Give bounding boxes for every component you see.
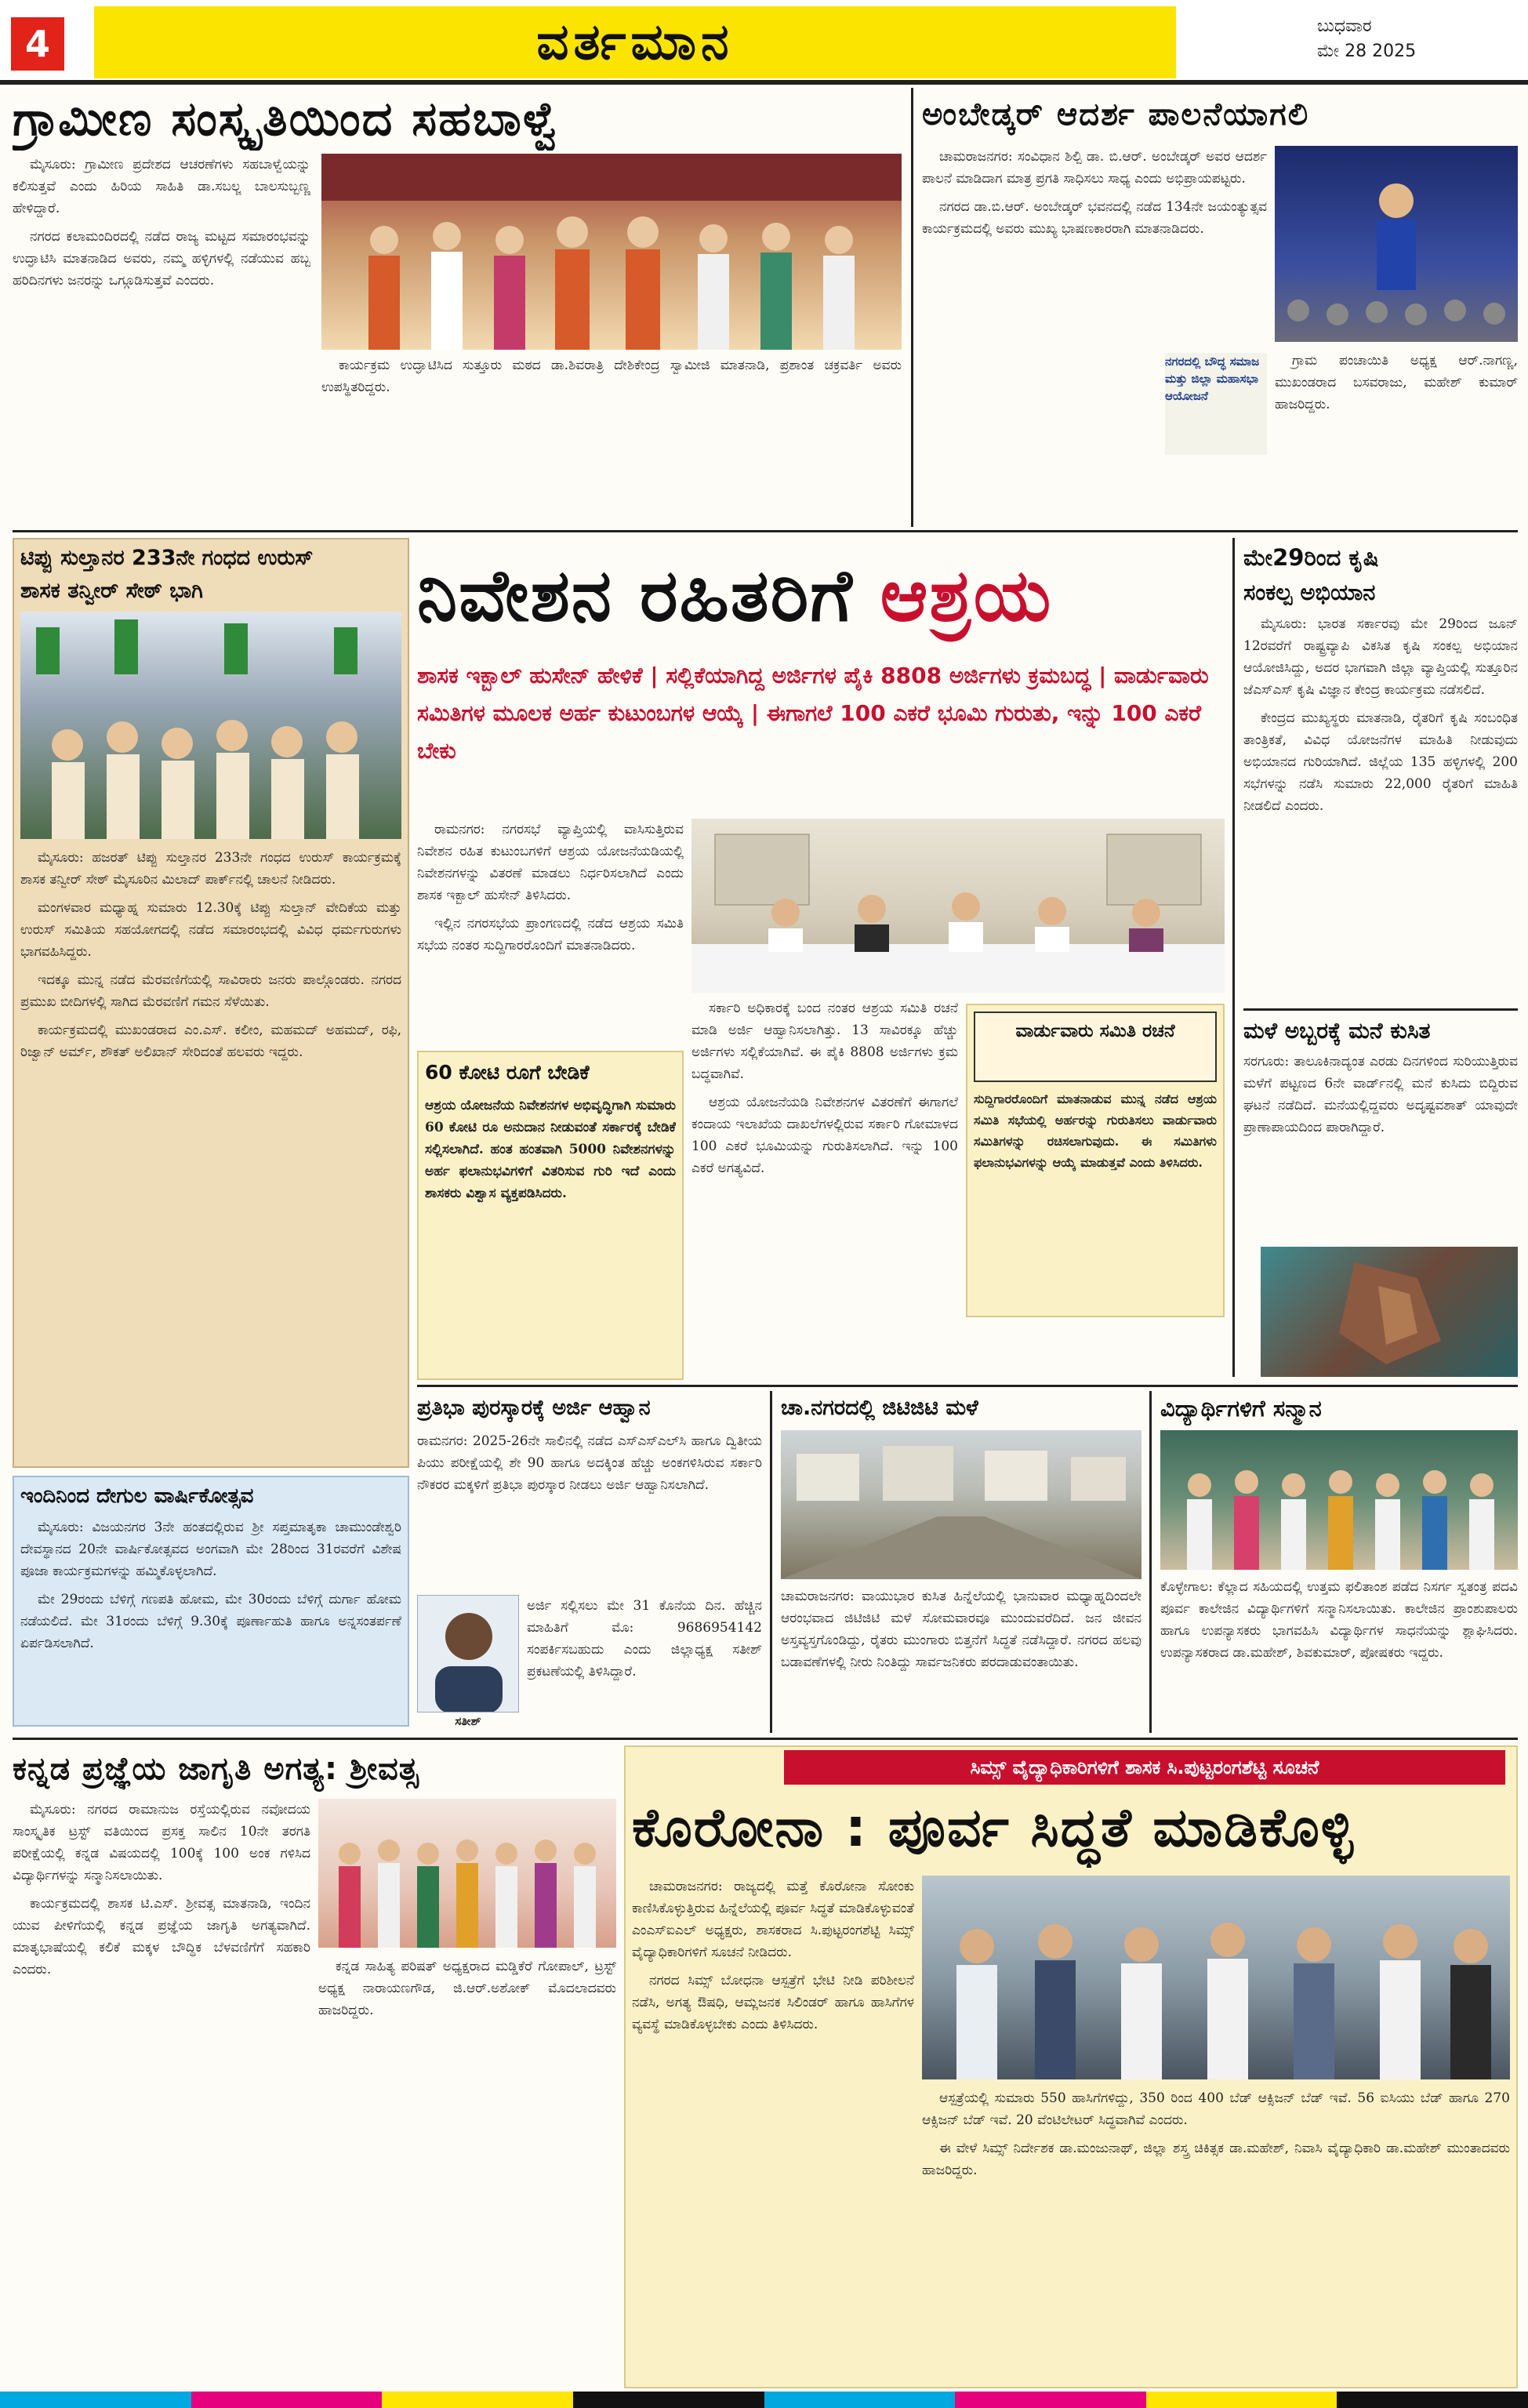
corona-photo — [922, 1876, 1510, 2079]
section-rule — [417, 1385, 1518, 1387]
people-on-stage-icon — [321, 154, 902, 350]
lead-body-right — [691, 997, 958, 1366]
ambedkar-para: ಚಾಮರಾಜನಗರ: ಸಂವಿಧಾನ ಶಿಲ್ಪಿ ಡಾ. ಬಿ.ಆರ್. ಅಂಬೇಡ್ಕರ್ ಅವರ ಆದರ್ಶ ಪಾಲನೆ ಮಾಡಿದಾಗ ಮಾತ್ರ ಪ್ರಗತಿ ಸಾಧಿಸಲು ಸಾಧ್ಯ ಎಂದು ಅಭಿಪ್ರಾಯಪಟ್ಟರು. — [922, 149, 1267, 187]
kannada-para: ಕನ್ನಡ ಸಾಹಿತ್ಯ ಪರಿಷತ್ ಅಧ್ಯಕ್ಷರಾದ ಮಡ್ಡಿಕೆರೆ ಗೋಪಾಲ್, ಟ್ರಸ್ಟ್ ಅಧ್ಯಕ್ಷ ನಾರಾಯಣಗೌಡ, ಜಿ.ಆರ್.ಅಶೋಕ್ ಮೊದಲಾದವರು ಹಾಜರಿದ್ದರು. — [318, 1959, 616, 2018]
culture-para: ಮೈಸೂರು: ಗ್ರಾಮೀಣ ಪ್ರದೇಶದ ಆಚರಣೆಗಳು ಸಹಬಾಳ್ವೆಯನ್ನು ಕಲಿಸುತ್ತವೆ ಎಂದು ಹಿರಿಯ ಸಾಹಿತಿ ಡಾ.ಸಬಲ್ಜ ಬಾಲಸುಬ್ಬಣ್ಣ ಹೇಳಿದ್ದಾರೆ. — [13, 157, 310, 216]
section-rule — [13, 1738, 1518, 1740]
print-registration-bar — [0, 2392, 1528, 2408]
pratibha-photo — [417, 1595, 519, 1712]
culture-body-col2 — [321, 354, 902, 522]
kannada-para: ಕಾರ್ಯಕ್ರಮದಲ್ಲಿ ಶಾಸಕ ಟಿ.ಎಸ್. ಶ್ರೀವತ್ಸ ಮಾತನಾಡಿ, ಇಂದಿನ ಯುವ ಪೀಳಿಗೆಯಲ್ಲಿ ಕನ್ನಡ ಪ್ರಜ್ಞೆಯ ಜಾಗೃತಿ ಅಗತ್ಯವಾಗಿದೆ. ಮಾತೃಭಾಷೆಯಲ್ಲಿ ಕಲಿಕೆ ಮಕ್ಕಳ ಬೌದ್ಧಿಕ ಬೆಳವಣಿಗೆಗೆ ಸಹಕಾರಿ ಎಂದರು. — [13, 1896, 310, 1978]
students-body: ಕೊಳ್ಳೇಗಾಲ: ಕೆಲ್ಲಾದ ಸಹಿಯದಲ್ಲಿ ಉತ್ತಮ ಫಲಿತಾಂಶ ಪಡೆದ ನಿಸರ್ಗ ಸ್ವತಂತ್ರ ಪದವಿ ಪೂರ್ವ ಕಾಲೇಜಿನ ವಿದ್ಯಾರ್ಥಿಗಳಿಗೆ ಸನ್ಮಾನಿಸಲಾಯಿತು. ಕಾಲೇಜಿನ ಪ್ರಾಂಶುಪಾಲರು ಹಾಗೂ ಉಪನ್ಯಾಸಕರು ಭಾಗವಹಿಸಿ ವಿದ್ಯಾರ್ಥಿಗಳ ಸಾಧನೆಯನ್ನು ಶ್ಲಾಘಿಸಿದರು. ಉಪನ್ಯಾಸಕರಾದ ಡಾ.ಮಹೇಶ್, ಶಿವಕುಮಾರ್, ಪೋಷಕರು ಇದ್ದರು. — [1160, 1579, 1518, 1661]
lead-box-ward-body: ಸುದ್ದಿಗಾರರೊಂದಿಗೆ ಮಾತನಾಡುವ ಮುನ್ನ ನಡೆದ ಆಶ್ರಯ ಸಮಿತಿ ಸಭೆಯಲ್ಲಿ ಅರ್ಹರನ್ನು ಗುರುತಿಸಲು ವಾರ್ಡುವಾರು ಸಮಿತಿಗಳನ್ನು ರಚಿಸಲಾಗುವುದು. ಈ ಸಮಿತಿಗಳು ಫಲಾನುಭವಿಗಳನ್ನು ಆಯ್ಕೆ ಮಾಡುತ್ತವೆ ಎಂದು ತಿಳಿಸಿದರು. — [974, 1091, 1217, 1170]
tipu-para: ಕಾರ್ಯಕ್ರಮದಲ್ಲಿ ಮುಖಂಡರಾದ ಎಂ.ಎಸ್. ಕಲೀಂ, ಮಹಮದ್ ಅಹಮದ್, ರಫಿ, ರಿಜ್ವಾನ್ ಅರ್ಮ್‌, ಶೌಕತ್ ಅಲಿಖಾನ್ ಸೇರಿದಂತೆ ಹಲವರು ಇದ್ದರು. — [20, 1022, 401, 1060]
ambedkar-para: ನಗರದ ಡಾ.ಬಿ.ಆರ್. ಅಂಬೇಡ್ಕರ್ ಭವನದಲ್ಲಿ ನಡೆದ 134ನೇ ಜಯಂತ್ಯುತ್ಸವ ಕಾರ್ಯಕ್ರಮದಲ್ಲಿ ಅವರು ಮುಖ್ಯ ಭಾಷಣಕಾರರಾಗಿ ಮಾತನಾಡಿದರು. — [922, 199, 1267, 237]
person-portrait-icon — [418, 1596, 519, 1712]
corona-para: ಈ ವೇಳೆ ಸಿಮ್ಸ್ ನಿರ್ದೇಶಕ ಡಾ.ಮಂಜುನಾಥ್, ಜಿಲ್ಲಾ ಶಸ್ತ್ರ ಚಿಕಿತ್ಸಕ ಡಾ.ಮಹೇಶ್, ನಿವಾಸಿ ವೈದ್ಯಾಧಿಕಾರಿ ಡಾ.ಮಹೇಶ್ ಮುಂತಾದವರು ಹಾಜರಿದ್ದರು. — [922, 2141, 1510, 2178]
krishi-para: ಮೈಸೂರು: ಭಾರತ ಸರ್ಕಾರವು ಮೇ 29ರಿಂದ ಜೂನ್ 12ರವರೆಗೆ ರಾಷ್ಟ್ರವ್ಯಾಪಿ ವಿಕಸಿತ ಕೃಷಿ ಸಂಕಲ್ಪ ಅಭಿಯಾನ ಆಯೋಜಿಸಿದ್ದು, ಅದರ ಭಾಗವಾಗಿ ಜಿಲ್ಲಾ ವ್ಯಾಪ್ತಿಯಲ್ಲಿ ಸುತ್ತೂರಿನ ಜೆಎಸ್ಎಸ್ ಕೃಷಿ ವಿಜ್ಞಾನ ಕೇಂದ್ರ ಕಾರ್ಯಕ್ರಮ ನಡೆಸಲಿದೆ. — [1243, 616, 1518, 698]
culture-para: ನಗರದ ಕಲಾಮಂದಿರದಲ್ಲಿ ನಡೆದ ರಾಜ್ಯ ಮಟ್ಟದ ಸಮಾರಂಭವನ್ನು ಉದ್ಘಾಟಿಸಿ ಮಾತನಾಡಿದ ಅವರು, ನಮ್ಮ ಹಳ್ಳಿಗಳಲ್ಲಿ ನಡೆಯುವ ಹಬ್ಬ ಹರಿದಿನಗಳು ಜನರನ್ನು ಒಗ್ಗೂಡಿಸುತ್ತವೆ ಎಂದರು. — [13, 229, 310, 289]
page-number: 4 — [11, 17, 64, 71]
pratibha-headline: ಪ್ರತಿಭಾ ಪುರಸ್ಕಾರಕ್ಕೆ ಅರ್ಜಿ ಆಹ್ವಾನ — [417, 1396, 651, 1420]
lead-para: ಆಶ್ರಯ ಯೋಜನೆಯಡಿ ನಿವೇಶನಗಳ ವಿತರಣೆಗೆ ಈಗಾಗಲೆ ಕಂದಾಯ ಇಲಾಖೆಯ ದಾಖಲೆಗಳಲ್ಲಿರುವ ಸರ್ಕಾರಿ ಗೋಮಾಳದ 100 ಎಕರೆ ಭೂಮಿಯನ್ನು ಗುರುತಿಸಲಾಗಿದೆ. ಇನ್ನು 100 ಎಕರೆ ಅಗತ್ಯವಿದೆ. — [691, 1095, 958, 1176]
drizzle-headline: ಚಾ.ನಗರದಲ್ಲಿ ಜಿಟಿಜಿಟಿ ಮಳೆ — [781, 1396, 978, 1420]
corona-body-col1 — [632, 1876, 914, 2384]
drizzle-photo — [781, 1430, 1141, 1579]
kannada-body-col1 — [13, 1799, 310, 2387]
column-rule — [911, 88, 913, 527]
krishi-headline-line1: ಮೇ29ರಿಂದ ಕೃಷಿ — [1243, 544, 1379, 571]
column-rule — [770, 1391, 772, 1733]
lead-box-60cr-title: 60 ಕೋಟಿ ರೂಗೆ ಬೇಡಿಕೆ — [425, 1061, 590, 1084]
lead-headline-part-b: ಆಶ್ರಯ — [880, 554, 1053, 637]
dateline — [1317, 14, 1521, 64]
students-group-icon — [1160, 1430, 1518, 1570]
krishi-body — [1243, 613, 1518, 1004]
award-group-icon — [318, 1799, 616, 1948]
krishi-para: ಕೇಂದ್ರದ ಮುಖ್ಯಸ್ಥರು ಮಾತನಾಡಿ, ರೈತರಿಗೆ ಕೃಷಿ ಸಂಬಂಧಿತ ತಾಂತ್ರಿಕತೆ, ವಿವಿಧ ಯೋಜನೆಗಳ ಮಾಹಿತಿ ನೀಡುವುದು ಅಭಿಯಾನದ ಗುರಿಯಾಗಿದೆ. ಜಿಲ್ಲೆಯ 135 ಹಳ್ಳಿಗಳಲ್ಲಿ 200 ಸಭೆಗಳನ್ನು ನಡೆಸಿ ಸುಮಾರು 22,000 ರೈತರಿಗೆ ಮಾಹಿತಿ ನೀಡಲಿದೆ ಎಂದರು. — [1243, 710, 1518, 814]
column-rule — [1149, 1391, 1152, 1733]
rain-house-photo — [1261, 1247, 1518, 1377]
culture-photo — [321, 154, 902, 350]
corona-headline: ಕೊರೋನಾ : ಪೂರ್ವ ಸಿದ್ಧತೆ ಮಾಡಿಕೊಳ್ಳಿ — [632, 1797, 1356, 1859]
flooded-road-icon — [781, 1430, 1141, 1579]
tipu-body — [20, 847, 401, 1463]
krishi-headline-line2: ಸಂಕಲ್ಪ ಅಭಿಯಾನ — [1243, 579, 1376, 605]
lead-para: ಇಲ್ಲಿನ ನಗರಸಭೆಯ ಪ್ರಾಂಗಣದಲ್ಲಿ ನಡೆದ ಆಶ್ರಯ ಸಮಿತಿ ಸಭೆಯ ನಂತರ ಸುದ್ದಿಗಾರರೊಂದಿಗೆ ಮಾತನಾಡಿದರು. — [417, 916, 684, 953]
corona-para: ನಗರದ ಸಿಮ್ಸ್ ಬೋಧನಾ ಆಸ್ಪತ್ರೆಗೆ ಭೇಟಿ ನೀಡಿ ಪರಿಶೀಲನೆ ನಡೆಸಿ, ಅಗತ್ಯ ಔಷಧಿ, ಆಮ್ಲಜನಕ ಸಿಲಿಂಡರ್ ಹಾಗೂ ಹಾಸಿಗೆಗಳ ವ್ಯವಸ್ಥೆ ಮಾಡಿಕೊಳ್ಳಬೇಕು ಎಂದು ತಿಳಿಸಿದರು. — [632, 1973, 914, 2032]
ambedkar-sidebar-note — [1165, 353, 1267, 455]
lead-box-ward-title: ವಾರ್ಡುವಾರು ಸಮಿತಿ ರಚನೆ — [1015, 1021, 1175, 1041]
rain-house-body: ಸರಗೂರು: ತಾಲೂಕಿನಾದ್ಯಂತ ಎರಡು ದಿನಗಳಿಂದ ಸುರಿಯುತ್ತಿರುವ ಮಳೆಗೆ ಪಟ್ಟಣದ 6ನೇ ವಾರ್ಡ್‌ನಲ್ಲಿ ಮನೆ ಕುಸಿದು ಬಿದ್ದಿರುವ ಘಟನೆ ನಡೆದಿದೆ. ಮನೆಯಲ್ಲಿದ್ದವರು ಅದೃಷ್ಟವಶಾತ್ ಯಾವುದೇ ಪ್ರಾಣಾಪಾಯದಿಂದ ಪಾರಾಗಿದ್ದಾರೆ. — [1243, 1054, 1518, 1135]
ambedkar-headline: ಅಂಬೇಡ್ಕರ್ ಆದರ್ಶ ಪಾಲನೆಯಾಗಲಿ — [922, 96, 1310, 133]
collapsed-wall-icon — [1261, 1247, 1518, 1377]
lead-headline-part-a: ನಿವೇಶನ ರಹಿತರಿಗೆ — [417, 554, 854, 637]
newspaper-name: ವರ್ತಮಾನ — [94, 6, 1176, 78]
tipu-para: ಇದಕ್ಕೂ ಮುನ್ನ ನಡೆದ ಮೆರವಣಿಗೆಯಲ್ಲಿ ಸಾವಿರಾರು ಜನರು ಪಾಲ್ಗೊಂಡರು. ನಗರದ ಪ್ರಮುಖ ಬೀದಿಗಳಲ್ಲಿ ಸಾಗಿದ ಮೆರವಣಿಗೆ ಗಮನ ಸೆಳೆಯಿತು. — [20, 972, 401, 1010]
section-rule — [1243, 1008, 1518, 1011]
kannada-headline: ಕನ್ನಡ ಪ್ರಜ್ಞೆಯ ಜಾಗೃತಿ ಅಗತ್ಯ: ಶ್ರೀವತ್ಸ — [13, 1751, 419, 1787]
ambedkar-body-col1 — [922, 146, 1267, 522]
tipu-photo — [20, 612, 401, 839]
corona-kicker: ಸಿಮ್ಸ್ ವೈದ್ಯಾಧಿಕಾರಿಗಳಿಗೆ ಶಾಸಕ ಸಿ.ಪುಟ್ಟರಂಗಶೆಟ್ಟಿ ಸೂಚನೆ — [784, 1750, 1505, 1785]
ambedkar-body-col2 — [1275, 350, 1518, 522]
date: ಮೇ 28 2025 — [1317, 42, 1417, 61]
officials-inspection-icon — [922, 1876, 1510, 2079]
pratibha-photo-caption: ಸತೀಶ್ — [455, 1714, 481, 1728]
weekday: ಬುಧವಾರ — [1317, 16, 1372, 36]
kannada-body-col2 — [318, 1956, 616, 2387]
section-rule — [13, 530, 1518, 532]
pratibha-body-bottom: ಅರ್ಜಿ ಸಲ್ಲಿಸಲು ಮೇ 31 ಕೊನೆಯ ದಿನ. ಹೆಚ್ಚಿನ ಮಾಹಿತಿಗೆ ಮೊ: 9686954142 ಸಂಪರ್ಕಿಸಬಹುದು ಎಂದು ಜಿಲ್ಲಾಧ್ಯಕ್ಷ ಸತೀಶ್ ಪ್ರಕಟಣೆಯಲ್ಲಿ ತಿಳಿಸಿದ್ದಾರೆ. — [527, 1598, 762, 1680]
tipu-para: ಮೈಸೂರು: ಹಜರತ್ ಟಿಪ್ಪು ಸುಲ್ತಾನರ 233ನೇ ಗಂಧದ ಉರುಸ್ ಕಾರ್ಯಕ್ರಮಕ್ಕೆ ಶಾಸಕ ತನ್ವೀರ್ ಸೇಠ್ ಮೈಸೂರಿನ ಮಿಲಾದ್ ಪಾರ್ಕ್‌ನಲ್ಲಿ ಚಾಲನೆ ನೀಡಿದರು. — [20, 850, 401, 888]
students-photo — [1160, 1430, 1518, 1570]
corona-body-col2 — [922, 2087, 1510, 2384]
culture-headline: ಗ್ರಾಮೀಣ ಸಂಸ್ಕೃತಿಯಿಂದ ಸಹಬಾಳ್ವೆ — [13, 92, 561, 147]
lead-body-left — [417, 819, 684, 1043]
tipu-para: ಮಂಗಳವಾರ ಮಧ್ಯಾಹ್ನ ಸುಮಾರು 12.30ಕ್ಕೆ ಟಿಪ್ಪು ಸುಲ್ತಾನ್ ವೇದಿಕೆಯ ಮತ್ತು ಉರುಸ್ ಸಮಿತಿಯ ಸಹಯೋಗದಲ್ಲಿ ನಡೆದ ಸಮಾರಂಭದಲ್ಲಿ ವಿವಿಧ ಧರ್ಮಗುರುಗಳು ಭಾಗವಹಿಸಿದ್ದರು. — [20, 900, 401, 960]
kannada-para: ಮೈಸೂರು: ನಗರದ ರಾಮಾನುಜ ರಸ್ತೆಯಲ್ಲಿರುವ ನವೋದಯ ಸಾಂಸ್ಕೃತಿಕ ಟ್ರಸ್ಟ್ ವತಿಯಿಂದ ಪ್ರಸಕ್ತ ಸಾಲಿನ 10ನೇ ತರಗತಿ ಪರೀಕ್ಷೆಯಲ್ಲಿ ಕನ್ನಡ ವಿಷಯದಲ್ಲಿ 100ಕ್ಕೆ 100 ಅಂಕ ಗಳಿಸಿದ ವಿದ್ಯಾರ್ಥಿಗಳನ್ನು ಸನ್ಮಾನಿಸಲಾಯಿತು. — [13, 1802, 310, 1883]
culture-body-col1 — [13, 154, 310, 522]
kannada-photo — [318, 1799, 616, 1948]
ambedkar-para: ಗ್ರಾಮ ಪಂಚಾಯಿತಿ ಅಧ್ಯಕ್ಷ ಆರ್.ನಾಗಣ್ಣ, ಮುಖಂಡರಾದ ಬಸವರಾಜು, ಮಹೇಶ್ ಕುಮಾರ್ ಹಾಜರಿದ್ದರು. — [1275, 353, 1518, 412]
lead-headline — [417, 541, 1225, 651]
lead-box-60cr-body: ಆಶ್ರಯ ಯೋಜನೆಯ ನಿವೇಶನಗಳ ಅಭಿವೃದ್ಧಿಗಾಗಿ ಸುಮಾರು 60 ಕೋಟಿ ರೂ ಅನುದಾನ ನೀಡುವಂತೆ ಸರ್ಕಾರಕ್ಕೆ ಬೇಡಿಕೆ ಸಲ್ಲಿಸಲಾಗಿದೆ. ಹಂತ ಹಂತವಾಗಿ 5000 ನಿವೇಶನಗಳನ್ನು ಅರ್ಹ ಫಲಾನುಭವಿಗಳಿಗೆ ವಿತರಿಸುವ ಗುರಿ ಇದೆ ಎಂದು ಶಾಸಕರು ವಿಶ್ವಾಸ ವ್ಯಕ್ತಪಡಿಸಿದರು. — [425, 1098, 676, 1201]
tipu-headline-line1: ಟಿಪ್ಪು ಸುಲ್ತಾನರ 233ನೇ ಗಂಧದ ಉರುಸ್ — [20, 546, 314, 570]
column-rule — [1232, 538, 1235, 1377]
temple-body — [20, 1516, 401, 1722]
culture-para: ಕಾರ್ಯಕ್ರಮ ಉದ್ಘಾಟಿಸಿದ ಸುತ್ತೂರು ಮಠದ ಡಾ.ಶಿವರಾತ್ರಿ ದೇಶಿಕೇಂದ್ರ ಸ್ವಾಮೀಜಿ ಮಾತನಾಡಿ, ಪ್ರಶಾಂತ ಚಕ್ರವರ್ತಿ ಅವರು ಉಪಸ್ಥಿತರಿದ್ದರು. — [321, 358, 902, 395]
temple-para: ಮೈಸೂರು: ವಿಜಯನಗರ 3ನೇ ಹಂತದಲ್ಲಿರುವ ಶ್ರೀ ಸಪ್ತಮಾತೃಕಾ ಚಾಮುಂಡೇಶ್ವರಿ ದೇವಸ್ಥಾನದ 20ನೇ ವಾರ್ಷಿಕೋತ್ಸವದ ಅಂಗವಾಗಿ ಮೇ 28ರಿಂದ 31ರವರೆಗೆ ವಿಶೇಷ ಪೂಜಾ ಕಾರ್ಯಕ್ರಮಗಳನ್ನು ಹಮ್ಮಿಕೊಳ್ಳಲಾಗಿದೆ. — [20, 1520, 401, 1579]
lead-para: ರಾಮನಗರ: ನಗರಸಭೆ ವ್ಯಾಪ್ತಿಯಲ್ಲಿ ವಾಸಿಸುತ್ತಿರುವ ನಿವೇಶನ ರಹಿತ ಕುಟುಂಬಗಳಿಗೆ ಆಶ್ರಯ ಯೋಜನೆಯಡಿಯಲ್ಲಿ ನಿವೇಶನಗಳನ್ನು ವಿತರಣೆ ಮಾಡಲು ನಿರ್ಧರಿಸಲಾಗಿದೆ ಎಂದು ಶಾಸಕ ಇಕ್ಬಾಲ್ ಹುಸೇನ್ ತಿಳಿಸಿದರು. — [417, 822, 684, 903]
crowd-with-flags-icon — [20, 612, 401, 839]
meeting-table-icon — [691, 819, 1225, 993]
corona-para: ಆಸ್ಪತ್ರೆಯಲ್ಲಿ ಸುಮಾರು 550 ಹಾಸಿಗೆಗಳಿದ್ದು, 350 ರಿಂದ 400 ಬೆಡ್ ಆಕ್ಸಿಜನ್ ಬೆಡ್ ಇವೆ. 56 ಐಸಿಯು ಬೆಡ್ ಹಾಗೂ 270 ಆಕ್ಸಿಜನ್ ಬೆಡ್ ಇವೆ. 20 ವೆಂಟಿಲೇಟರ್ ಸಿದ್ಧವಾಗಿವೆ ಎಂದರು. — [922, 2090, 1510, 2128]
lead-para: ಸರ್ಕಾರಿ ಅಧಿಕಾರಕ್ಕೆ ಬಂದ ನಂತರ ಆಶ್ರಯ ಸಮಿತಿ ರಚನೆ ಮಾಡಿ ಅರ್ಜಿ ಆಹ್ವಾನಿಸಲಾಗಿತ್ತು. 13 ಸಾವಿರಕ್ಕೂ ಹೆಚ್ಚು ಅರ್ಜಿಗಳು ಸಲ್ಲಿಕೆಯಾಗಿವೆ. ಈ ಪೈಕಿ 8808 ಅರ್ಜಿಗಳು ಕ್ರಮ ಬದ್ಧವಾಗಿವೆ. — [691, 1001, 958, 1082]
lead-photo — [691, 819, 1225, 993]
speaker-at-podium-icon — [1275, 146, 1518, 342]
students-headline: ವಿದ್ಯಾರ್ಥಿಗಳಿಗೆ ಸನ್ಮಾನ — [1160, 1395, 1322, 1422]
temple-headline: ಇಂದಿನಿಂದ ದೇಗುಲ ವಾರ್ಷಿಕೋತ್ಸವ — [20, 1484, 254, 1508]
sidebar-note-text: ನಗರದಲ್ಲಿ ಬೌದ್ಧ ಸಮಾಜ ಮತ್ತು ಜಿಲ್ಲಾ ಮಹಾಸಭಾ ಆಯೋಜನೆ — [1165, 354, 1260, 403]
rain-house-headline: ಮಳೆ ಅಬ್ಬರಕ್ಕೆ ಮನೆ ಕುಸಿತ — [1243, 1018, 1431, 1044]
temple-para: ಮೇ 29ರಂದು ಬೆಳಿಗ್ಗೆ ಗಣಪತಿ ಹೋಮ, ಮೇ 30ರಂದು ಬೆಳಿಗ್ಗೆ ದುರ್ಗಾ ಹೋಮ ನಡೆಯಲಿದೆ. ಮೇ 31ರಂದು ಬೆಳಿಗ್ಗೆ 9.30ಕ್ಕೆ ಪೂರ್ಣಾಹುತಿ ಹಾಗೂ ಅನ್ನಸಂತರ್ಪಣೆ ಏರ್ಪಡಿಸಲಾಗಿದೆ. — [20, 1592, 401, 1651]
drizzle-body: ಚಾಮರಾಜನಗರ: ವಾಯುಭಾರ ಕುಸಿತ ಹಿನ್ನೆಲೆಯಲ್ಲಿ ಭಾನುವಾರ ಮಧ್ಯಾಹ್ನದಿಂದಲೇ ಆರಂಭವಾದ ಜಿಟಿಜಿಟಿ ಮಳೆ ಸೋಮವಾರವೂ ಮುಂದುವರೆದಿದೆ. ಜನ ಜೀವನ ಅಸ್ತವ್ಯಸ್ತಗೊಂಡಿದ್ದು, ರೈತರು ಮುಂಗಾರು ಬಿತ್ತನೆಗೆ ಸಿದ್ಧತೆ ನಡೆಸಿದ್ದಾರೆ. ನಗರದ ಹಲವು ಬಡಾವಣೆಗಳಲ್ಲಿ ನೀರು ನಿಂತಿದ್ದು ಸಾರ್ವಜನಿಕರು ಪರದಾಡುವಂತಾಯಿತು. — [781, 1589, 1141, 1670]
tipu-headline-line2: ಶಾಸಕ ತನ್ವೀರ್ ಸೇಠ್ ಭಾಗಿ — [20, 579, 203, 603]
pratibha-body-top: ರಾಮನಗರ: 2025-26ನೇ ಸಾಲಿನಲ್ಲಿ ನಡೆದ ಎಸ್ಎಸ್ಎಲ್‌ಸಿ ಹಾಗೂ ದ್ವಿತೀಯ ಪಿಯು ಪರೀಕ್ಷೆಯಲ್ಲಿ ಶೇ 90 ಹಾಗೂ ಅದಕ್ಕಿಂತ ಹೆಚ್ಚು ಅಂಕಗಳಿಸಿರುವ ಸರ್ಕಾರಿ ನೌಕರರ ಮಕ್ಕಳಿಗೆ ಪ್ರತಿಭಾ ಪುರಸ್ಕಾರ ನೀಡಲು ಅರ್ಜಿ ಆಹ್ವಾನಿಸಲಾಗಿದೆ. — [417, 1433, 762, 1493]
lead-deck: ಶಾಸಕ ಇಕ್ಬಾಲ್ ಹುಸೇನ್ ಹೇಳಿಕೆ | ಸಲ್ಲಿಕೆಯಾಗಿದ್ದ ಅರ್ಜಿಗಳ ಪೈಕಿ 8808 ಅರ್ಜಿಗಳು ಕ್ರಮಬದ್ಧ | ವಾರ್ಡುವಾರು ಸಮಿತಿಗಳ ಮೂಲಕ ಅರ್ಹ ಕುಟುಂಬಗಳ ಆಯ್ಕೆ | ಈಗಾಗಲೆ 100 ಎಕರೆ ಭೂಮಿ ಗುರುತು, ಇನ್ನು 100 ಎಕರೆ ಬೇಕು — [417, 663, 1209, 764]
ambedkar-photo — [1275, 146, 1518, 342]
corona-para: ಚಾಮರಾಜನಗರ: ರಾಜ್ಯದಲ್ಲಿ ಮತ್ತೆ ಕೊರೋನಾ ಸೋಂಕು ಕಾಣಿಸಿಕೊಳ್ಳುತ್ತಿರುವ ಹಿನ್ನೆಲೆಯಲ್ಲಿ ಪೂರ್ವ ಸಿದ್ಧತೆ ಮಾಡಿಕೊಳ್ಳುವಂತೆ ಎಂಎಸ್‌ಐಎಲ್ ಅಧ್ಯಕ್ಷರು, ಶಾಸಕರಾದ ಸಿ.ಪುಟ್ಟರಂಗಶೆಟ್ಟಿ ಸಿಮ್ಸ್ ವೈದ್ಯಾಧಿಕಾರಿಗಳಿಗೆ ಸೂಚನೆ ನೀಡಿದರು. — [632, 1879, 914, 1960]
